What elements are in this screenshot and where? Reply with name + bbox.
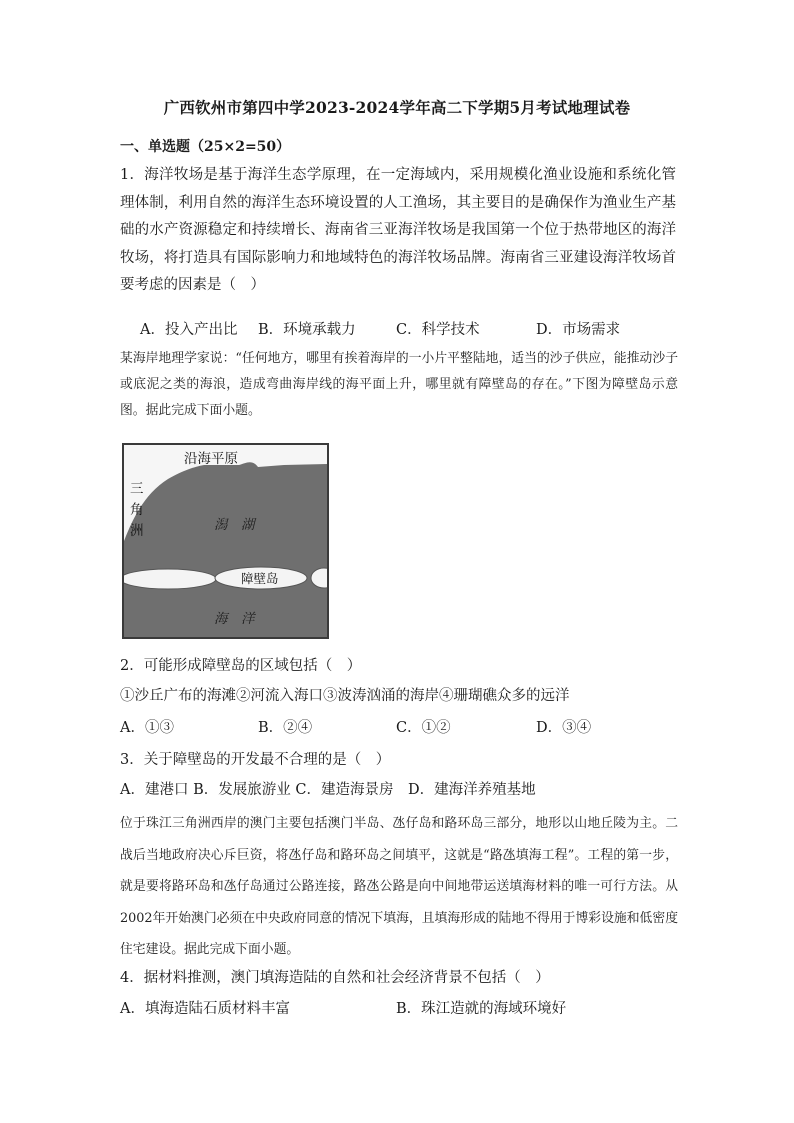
exam-title: 广西钦州市第四中学2023-2024学年高二下学期5月考试地理试卷 [163,98,631,117]
option-a: A．填海造陆石质材料丰富 [120,1001,290,1017]
barrier-island-left [124,569,216,589]
option-d: D．③④ [536,720,592,736]
question-4-options [120,997,680,1021]
question-1-stem: 1．海洋牧场是基于海洋生态学原理，在一定海域内，采用规模化渔业设施和系统化管理体制，利用自然的海洋生态环境设置的人工渔场，其主要目的是确保作为渔业生产基础的水产资源稳定和持续增长、海南省三亚海洋牧场是我国第一个位于热带地区的海洋牧场，将打造具有国际影响力和地域特色的海洋牧场品牌。海南省三亚建设海洋牧场首要考虑的因素是（ ） [120,167,676,293]
option-b: B．珠江造就的海域环境好 [396,1001,567,1017]
label-delta: 三角洲 [130,481,144,539]
question-3-options: A．建港口 B．发展旅游业 C．建造海景房 D．建海洋养殖基地 [120,782,536,798]
label-barrier-island: 障壁岛 [241,571,279,586]
question-2-items: ①沙丘广布的海滩②河流入海口③波涛汹涌的海岸④珊瑚礁众多的远洋 [120,688,570,704]
question-2-options [120,716,680,740]
label-coastal-plain: 沿海平原 [184,451,238,467]
question-3-stem: 3．关于障壁岛的开发最不合理的是（ ） [120,752,391,768]
material-barrier-island: 某海岸地理学家说：“任何地方，哪里有挨着海岸的一小片平整陆地，适当的沙子供应，能推动沙子或底泥之类的海浪，造成弯曲海岸线的海平面上升，哪里就有障壁岛的存在。”下图为障壁岛示意图。据此完成下面小题。 [120,351,678,418]
question-2-stem: 2．可能形成障壁岛的区域包括（ ） [120,658,362,674]
option-b: B．②④ [258,720,313,736]
barrier-island-diagram [122,443,329,639]
label-ocean: 海 洋 [214,611,255,627]
option-a: A．①③ [120,720,174,736]
question-4-stem: 4．据材料推测，澳门填海造陆的自然和社会经济背景不包括（ ） [120,970,550,986]
option-c: C．①② [396,720,451,736]
section-heading: 一、单选题（25×2=50） [120,139,291,155]
option-b: B．环境承载力 [258,322,356,338]
question-1-options [120,318,680,342]
option-c: C．科学技术 [396,322,480,338]
label-lagoon: 潟 湖 [214,517,255,533]
option-a: A．投入产出比 [140,322,238,338]
material-macau: 位于珠江三角洲西岸的澳门主要包括澳门半岛、氹仔岛和路环岛三部分，地形以山地丘陵为主。二战后当地政府决心斥巨资，将氹仔岛和路环岛之间填平，这就是“路氹填海工程”。工程的第一步，就是要将路环岛和氹仔岛通过公路连接，路氹公路是向中间地带运送填海材料的唯一可行方法。从2002年开始澳门必须在中央政府同意的情况下填海，且填海形成的陆地不得用于博彩设施和低密度住宅建设。据此完成下面小题。 [120,816,678,957]
option-d: D．市场需求 [536,322,621,338]
